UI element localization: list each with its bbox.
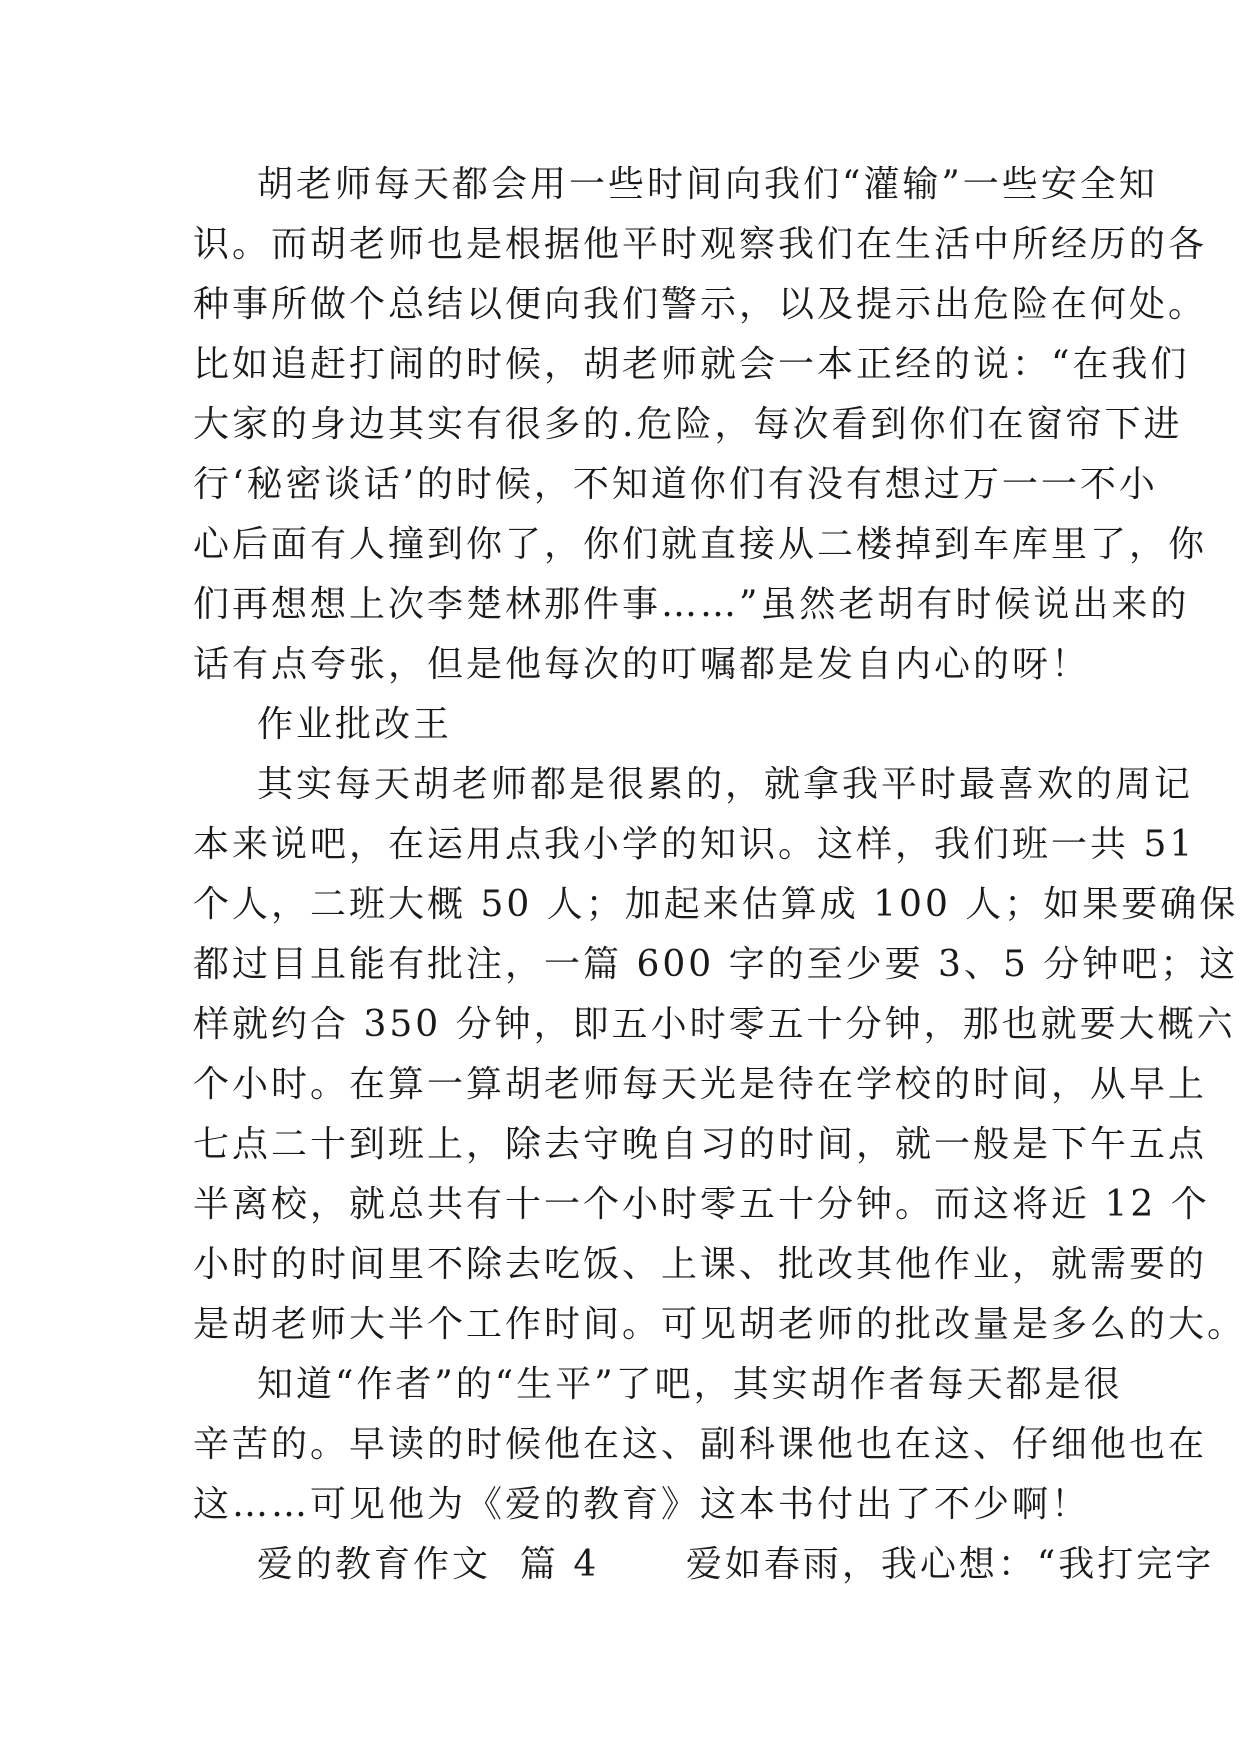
text-line: 样就约合 350 分钟，即五小时零五十分钟，那也就要大概六 xyxy=(193,1004,1236,1045)
text-line: 个人，二班大概 50 人；加起来估算成 100 人；如果要确保 xyxy=(193,884,1239,925)
text-line: 话有点夸张，但是他每次的叮嘱都是发自内心的呀！ xyxy=(193,644,1091,685)
text-line: 心后面有人撞到你了，你们就直接从二楼掉到车库里了，你 xyxy=(193,524,1208,565)
text-line: 其实每天胡老师都是很累的，就拿我平时最喜欢的周记 xyxy=(257,764,1194,805)
section-heading: 作业批改王 xyxy=(257,704,453,745)
text-line: 种事所做个总结以便向我们警示，以及提示出危险在何处。 xyxy=(193,284,1208,325)
text-line: 识。而胡老师也是根据他平时观察我们在生活中所经历的各 xyxy=(193,224,1208,265)
text-line: 七点二十到班上，除去守晚自习的时间，就一般是下午五点 xyxy=(193,1124,1208,1165)
text-line: 大家的身边其实有很多的.危险，每次看到你们在窗帘下进 xyxy=(193,404,1183,445)
document-page xyxy=(193,155,1246,1595)
text-line: 胡老师每天都会用一些时间向我们“灌输”一些安全知 xyxy=(257,164,1158,205)
text-line: 辛苦的。早读的时候他在这、副科课他也在这、仔细他也在 xyxy=(193,1424,1208,1465)
text-line: 知道“作者”的“生平”了吧，其实胡作者每天都是很 xyxy=(257,1364,1123,1405)
text-line: 行‘秘密谈话’的时候，不知道你们有没有想过万一一不小 xyxy=(193,464,1158,505)
text-line: 是胡老师大半个工作时间。可见胡老师的批改量是多么的大。 xyxy=(193,1304,1246,1345)
text-line: 半离校，就总共有十一个小时零五十分钟。而这将近 12 个 xyxy=(193,1184,1210,1225)
text-line: 都过目且能有批注，一篇 600 字的至少要 3、5 分钟吧；这 xyxy=(193,944,1239,985)
text-line: 小时的时间里不除去吃饭、上课、批改其他作业，就需要的 xyxy=(193,1244,1208,1285)
text-line: 爱的教育作文 篇 4 爱如春雨，我心想：“我打完字 xyxy=(257,1544,1215,1585)
text-line: 个小时。在算一算胡老师每天光是待在学校的时间，从早上 xyxy=(193,1064,1208,1105)
text-line: 们再想想上次李楚林那件事……”虽然老胡有时候说出来的 xyxy=(193,584,1190,625)
text-line: 这……可见他为《爱的教育》这本书付出了不少啊！ xyxy=(193,1484,1091,1525)
text-line: 本来说吧，在运用点我小学的知识。这样，我们班一共 51 xyxy=(193,824,1196,865)
text-line: 比如追赶打闹的时候，胡老师就会一本正经的说：“在我们 xyxy=(193,344,1190,385)
